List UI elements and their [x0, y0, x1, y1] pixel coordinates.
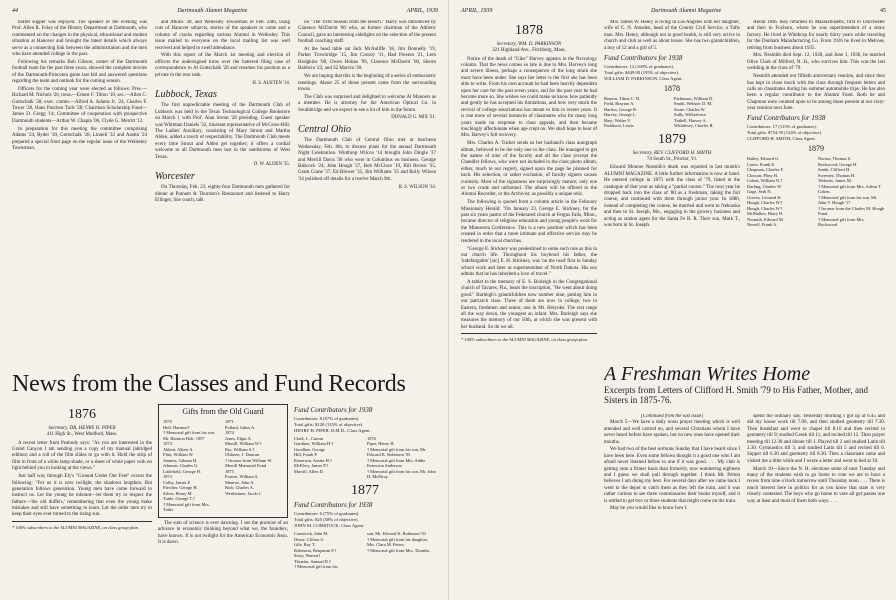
list-item: 1870: [163, 419, 172, 425]
list-item: † Memorial gift from his son, Mr. Harmon Holt, 1897: [163, 430, 215, 441]
class-address: 411 High St., West Medford, Mass.: [46, 432, 118, 438]
fund-agent: JOHN M. COMSTOCK, Class Agent.: [294, 523, 365, 529]
list-item: Sweeney, Thomas H.: [818, 172, 856, 178]
fund-agent: WILLIAM D. PARKINSON, Class Agent.: [604, 75, 683, 81]
page-number: 45: [879, 8, 886, 14]
list-item: † Memorial gift from Mrs. Arthur T. Cohen.: [818, 183, 882, 195]
list-item: 1874: [225, 430, 234, 436]
paragraph: A tablet to the memory of E. S. Burleigh in the Congregational church of Tavares, Fla., bears the inscription, "He went about doing good." Burleigh's grandchildren now number nine, putting him in our patriarch class. Three of them are now in college, two in Eastern, freshmen and senior, one in Mt. Holyoke. The rest range all the way down, the youngest an infant. Mrs. Burleigh says she treasures the memory of our 50th, at which she was present with her husband. So do we all.: [461, 279, 597, 330]
fund-agent: CLIFFORD H. SMITH, Class Agent.: [747, 136, 816, 142]
list-item: Johnson, Charles G.: [163, 463, 199, 469]
paragraph: on "The 1938 Season from the Bench." Harry was introduced by Clarence McDavitt '00 who, as former chairman of the Athletic Council, gave an interesting sidelights on the selection of the present football coaching staff.: [298, 20, 436, 45]
paragraph: Mrs. Charles A. Tucker sends us her husband's class autograph album, believed to be the only one in the class. He managed to get the names of nine of the faculty and all the class (except the Chandler fellows, who were not included in the class photo album, either, much to our regret), signed upon the page he planned for each. His selection, or rather exclusion, of faculty signers causes curiosity. Most of the signatures are surprisingly mature; only one or two crude and unformed. The album will be offered to the Alumni Recorder, or the Archivist, as possibly a unique relic.: [461, 141, 597, 198]
list-item: Smith, Clifford H.: [818, 167, 851, 173]
list-item: † Income from William W. Merrill Memorial Fund: [225, 457, 273, 469]
fund-1878-names: [604, 96, 740, 129]
article-subtitle: Excerpts from Letters of Clifford H. Smith '79 to His Father, Mother, and Sisters in 1875-76.: [604, 385, 868, 405]
divider: [461, 333, 597, 334]
list-item: Tuthell, Harvey A.: [674, 117, 707, 123]
names-col-a: [294, 436, 363, 480]
list-item: Rockwood, George H.: [818, 161, 858, 167]
paragraph: We are hoping that this is the beginning of a series of enthusiastic meetings. About 25 of those present came from the surrounding towns.: [298, 74, 436, 92]
list-item: Hough, Charles W.†: [747, 200, 783, 206]
list-item: Goodhue, George: [294, 446, 326, 452]
names-col-b: [818, 156, 885, 228]
list-item: Munroe, John A.: [225, 479, 255, 485]
continued-note: [Continued from the last issue]: [640, 414, 704, 419]
left-page-header: [12, 8, 438, 18]
list-item: Holt, Harmon†: [163, 424, 190, 430]
list-item: Robinson, Benjamin F.†: [294, 547, 337, 553]
signature: R. S. WILSON '34.: [398, 184, 436, 190]
list-item: Colby, James F.: [163, 479, 191, 485]
magazine-title: Dartmouth Alumni Magazine: [651, 8, 722, 14]
magazine-title: Dartmouth Alumni Magazine: [177, 8, 248, 14]
paragraph: The Dartmouth Club of Central Ohio met at luncheon Wednesday, Feb. 8th, to discuss plans for the annual Dartmouth Night Celebration. Winthrop Wilcox '14 brought John Dingle '37 and Merrill Davis '38 who were in Columbus on business. George Babcock '24, John Hough '27, Bob McClure '19, Bill Brown '35, Grant Crane '37, Ed Blower '35, Jim Williams '35 and Rolly Wilson '34 polished off details for a twelve March 9th.: [298, 138, 436, 182]
paragraph: "George E. Stickney was predestined to some such role as this in our church life. Throughout his boyhood his father, the 'indefatigable' [sic] E. H. Stickney, was 'on the road' first in Sunday school work and later as superintendent of North Dakota. His son admits that he has inherited a love of travel.": [461, 246, 597, 278]
list-item: 1873: [163, 441, 172, 447]
list-item: Silver, Henry M.: [163, 490, 193, 496]
list-item: Tuttle, George T.†: [163, 496, 196, 502]
list-item: Harlow, George R.: [604, 106, 638, 112]
paragraph: At the head table sat Jack McAuliffe '18, Jim Donnelly '19, Parker Trowbridge '15, Jim Conroy '11, Had Preston '21, Lem Hodgkins '00, Owen Hoban '99, Clarence McDavitt '00, Sherm Baldwin '23, and 32 Marvin '30.: [298, 47, 436, 72]
freshman-col-2: [747, 414, 885, 596]
list-item: † Memorial gift from his son, Mr. John H. McElroy.: [367, 468, 436, 480]
news-headline: [12, 372, 438, 402]
gifts-column: [158, 404, 288, 596]
paragraph: A recent letter from Peabody says: "As you are interested in the Grand Canyon I am sending you a copy of my manual (abridged edition) and a roll of the film slides to go with it. Hold the strip of film in front of a white lamp shade, or a sheet of white paper with no light behind you in looking at the views.": [12, 440, 152, 472]
list-item: Cohen, William N.†: [747, 178, 783, 184]
list-item: † Memorial gift from his son, Mr. Edward K. Robinson '03: [367, 446, 427, 458]
section-heading-lubbock: Lubbock, Texas: [155, 88, 217, 100]
fund-total: Total gifts: $120 (135% of objective).: [294, 421, 364, 427]
paragraph: The sum of science is ever dawning. I see the promise of an advance in economic thinking beyond what we, the founders, have known. It is not twilight for the American Economic Assn. It is dawn.: [158, 520, 288, 545]
fund-contributors: Contributors: 12 (100% of graduates).: [604, 63, 675, 69]
class-secretary: Secretary, REV. CLIFFORD H. SMITH: [632, 150, 712, 156]
paragraph: Nesmith attended our fiftieth anniversary reunion, and since then has kept in close touch with the class through frequent letters and calls on classmates during his summer automobile trips. He has also been a regular contributor to the Alumni Fund. Both he and Chapman were counted upon to be among those present at our sixty-year reunion next June.: [747, 74, 885, 112]
names-col-a: [294, 531, 363, 570]
issue-date: APRIL, 1939: [406, 8, 438, 14]
paragraph: Mrs. James W. Henry is living in Los Angeles with her daughter, wife of C. N. Amsden, head of the County Civil Service, a Tufts man. Mrs. Henry, although not in good health, is still very active in church and club as well as about house. She has two grandchildren, a boy of 12 and a girl of 5.: [604, 20, 740, 51]
list-item: McMullen, Harry H.: [747, 211, 784, 217]
list-item: Darling, Charles W.: [747, 183, 782, 189]
list-item: Forrest, William S.: [225, 474, 259, 480]
list-item: Graves, Leonard K.: [747, 194, 782, 200]
paragraph: In preparation for this meeting the committee comprising Adams '24, Ryder '30, Gottschalk '28, Linnell '32 and Austin '24 prepared a special front page on the regular issue of the Wellesley Townsman.: [12, 126, 147, 151]
list-item: † Memorial gift from his daughter, Mrs. Clara M. Peters.: [367, 536, 429, 548]
list-item: Hayt, Walter V.: [604, 117, 631, 123]
class-year-1877: 1877: [351, 482, 379, 498]
article-title: A Freshman Writes Home: [604, 364, 811, 385]
freshman-header: [604, 364, 885, 410]
list-item: 1875: [225, 468, 234, 474]
list-item: 1876: [367, 435, 376, 441]
fund-contributors: Contributors: 8 (67% of graduates).: [294, 415, 360, 421]
section-heading-worcester: Worcester: [155, 170, 195, 182]
fund-total: Total gifts: $754.59 (124% of objective).: [747, 130, 823, 136]
left-top-col-3: [298, 20, 436, 360]
fund-1877-names: [294, 531, 436, 570]
list-item: Comstock, John M.: [294, 531, 329, 537]
list-item: Story, Warren†: [294, 553, 321, 559]
fund-total: Total gifts: $25 (58% of objective).: [294, 517, 359, 523]
list-item: Kenerson, Austin H.†: [294, 457, 333, 463]
paragraph: The Club was surprised and delighted to welcome Al Manners as a member. He is attorney for the American Optical Co. in Southbridge and we expect to see a lot of him in the future.: [298, 94, 436, 113]
list-item: Abbott, Albert A.: [163, 446, 194, 452]
footnote: * 100% subscribers to the ALUMNI MAGAZINE, on class group plan.: [461, 337, 588, 343]
fund-title: Fund Contributors for 1938: [294, 501, 373, 510]
fund-1876-1877-column: [294, 404, 436, 596]
fund-contributors: Contributors: 6 (75% of graduates).: [294, 511, 360, 517]
paragraph: spend the ordinary day. Yesterday morning I got up at 6.45 and did my house work till 7.00, and then studied geometry till 7.30. Then breakfast and went to chapel till 8.10 and then recited in geometry till 9; studied Greek till 11, and recited till 12. Then prayer meeting till 12.30 and dinner till 1. Played till 2 and studied Latin till 2.30. Gymnastics till 3, and studied Latin till 5 and recited till 6. Supper till 6.30 and geometry till 8.30. Then a classmate came and visited me a little while and I wrote a letter and went to bed at 10.: [747, 414, 885, 464]
paragraph: May be you would like to know how I: [610, 506, 687, 512]
list-item: Gage, Seth N.: [747, 189, 772, 195]
fund-title: Fund Contributors for 1938: [747, 114, 826, 123]
class-1878-column: [461, 20, 597, 595]
paragraph: The following is quoted from a column article in the February Missionary Herald: "On January 23, George E. Stickney, for the past six years pastor of the Federated church at Fergus Falls, Minn., became director of religious education and young people's work for the Minnesota Conference. This is a new position which has been created in order that a more intimate and effective service may be rendered to the local churches.: [461, 200, 597, 244]
paragraph: Officers for the coming year were elected as follows: Pres.—Richard M. Nichols '26, treas.—Ernest F. Tilton '10, sec.—Allen C. Gottschalk '28; exec. comm.—Alfred A. Adams Jr. '24, Charles F. Tower '28, Hans Paschen Tuck '28; Chairman Scholarship Fund—James D. Gregg '14; Committee of cooperation with prospective Dartmouth students—Arthur W. Chapin '06, Clyde G. Merritt '12.: [12, 86, 147, 124]
paragraph: Edward Monroe Nesmith's death was reported in last month's ALUMNI MAGAZINE. A little further information is now at hand. He entered college in 1875 with the class of '79, listed in the catalogue of that year as taking a "partial course." The next year he dropped back into the class of '80 as a freshman, taking the full course, and continued with them through junior year. In 1880, instead of completing the course, he married and went to Nebraska and then to St. Joseph, Mo., engaging in the grocery business and acting as station agent for the Santa Fe R. R. Their son, Mark T., was born in St. Joseph.: [604, 165, 740, 228]
list-item: Piper, Henry H.: [367, 441, 395, 447]
list-item: † Memorial gift from Mrs. Addie Kenerson Anderson: [367, 457, 426, 469]
list-item: † Memorial gift from his son, Mr. John V. Hough '17.: [818, 194, 878, 206]
page-number: 44: [12, 8, 18, 14]
list-item: McElroy, James P.†: [294, 463, 329, 469]
paragraph: The first unpredictable meeting of the Dartmouth Club of Lubbock was held in the Texas Technological College Bookstore on March 1 with Prof. Alan Strout '28 presiding. Guest speaker was Whitman Daniels '32, itinerant representative of McGraw-Hill. The Ladies' Auxiliary, consisting of Mary Strout and Martha Alden, added a touch of respectability. The Dartmouth Club meets every time Strout and Alden get together; it offers a cordial welcome to all Dartmouth men lost in the sandstorms of West Texas.: [155, 103, 290, 160]
list-item: Bouton, Tilton C. H.: [604, 95, 641, 101]
list-item: Morrill, Allen D.: [294, 468, 324, 474]
list-item: Nesmith, Edward M.: [747, 216, 784, 222]
fund-title: Fund Contributors for 1938: [604, 53, 683, 62]
fund-agent: HENRY H. PIPER, D.M.D., Class Agent.: [294, 427, 371, 433]
list-item: Stone, Charles W.: [674, 106, 706, 112]
list-item: Fletcher, George H.: [163, 485, 198, 491]
list-item: Thombs, Samuel B.†: [294, 558, 332, 564]
class-address: 74 South St., Proctor, Vt.: [646, 157, 698, 163]
list-item: Dease, Clifton S.: [294, 536, 324, 542]
signature: D. W. ALDEN '35.: [253, 162, 290, 168]
fund-total: Total gifts: $449.00 (195% of objective).: [604, 69, 680, 75]
list-item: Hill, Frank P.: [294, 452, 318, 458]
names-col-b: [367, 531, 436, 570]
paragraph: With this report of the March 1st meeting and election of officers the undersigned turns over the battered filing case of correspondence to Al Gottschalk '28 and resumes his position as a private in the rear rank.: [155, 53, 290, 78]
class-address: 321 Highland Ave., Fitchburg, Mass.: [492, 48, 566, 54]
list-item: Littlefield, George H.: [163, 468, 201, 474]
gifts-list: [163, 419, 283, 513]
list-item: Field, Brayton A.: [604, 101, 635, 107]
freshman-col-1: [604, 414, 740, 596]
list-item: Rix, William S.†: [225, 446, 255, 452]
names-col-b: [674, 96, 740, 129]
right-col-2: [604, 20, 740, 360]
list-item: Pollard, Julius A.: [225, 424, 256, 430]
fund-title: Fund Contributors for 1938: [294, 406, 373, 414]
left-top-col-1: [12, 20, 147, 360]
left-top-col-2: [155, 20, 290, 360]
list-item: Smith, Webster D. M.: [674, 101, 713, 107]
list-item: † Memorial gift from his: [294, 564, 338, 570]
list-item: Carter, Frank E.: [747, 161, 776, 167]
signature: DONALD G. MIX '21.: [391, 115, 436, 121]
list-item: Gile, Ray T.: [294, 542, 316, 548]
signature: H. S. AUSTEN '14.: [252, 80, 290, 86]
footnote: * 100% subscribers to the ALUMNI MAGAZINE, on class group plan.: [12, 524, 139, 530]
list-item: † Income from the Charles M. Hough Fund.: [818, 205, 885, 217]
list-item: Sully, Wilberforce: [674, 112, 707, 118]
list-item: Hough, Charles W.†: [747, 205, 783, 211]
gifts-box: [158, 404, 288, 518]
list-item: Chapman, Charles F.: [747, 167, 784, 173]
names-col-a: [747, 156, 814, 228]
list-item: Merrill, William W.†: [225, 441, 262, 447]
list-item: Newell, Frank A.: [747, 222, 778, 228]
paragraph: We had two of the best sermons Sunday that I have heard since I have been here. Even some fellows thought it a good one who I am afraid never listened before to one if it was good. . . . My club is getting onto a firmer basis than formerly, now numbering eighteen and I guess we shall pull through together. I think Mr. Pelton believes I am doing my best. For several days after we came back I went to the depot to catch them as they left the train, and it was rather curious to see three commissaries their books myself, and it is settled to get two or three students that might come on the train.: [604, 447, 740, 504]
list-item: Gardiner, William H.†: [294, 441, 334, 447]
list-item: Harvey, George L.: [604, 112, 637, 118]
list-item: Bailey, Edward G.: [747, 156, 780, 162]
list-item: Whittlesey, Charles B.: [674, 123, 714, 129]
paragraph: buffet supper was enjoyed. The speaker of the evening was Prof. Allen R. Foley of the History Department at Dartmouth, who commented on the changes in the physical, educational and student situation at Hanover and brought the latest details which always serve as a connecting link between the administration and the men who have attended college in the past.: [12, 20, 147, 57]
list-item: Ulsheen, J. Duncan: [225, 452, 260, 458]
paragraph: March 5—We have a daily noon prayer meeting which is well attended and well carried on, and several Christians whom I have never heard before have spoken, but no new ones have opened their mouths.: [604, 420, 740, 445]
class-1876-column: [12, 404, 152, 596]
divider: [12, 521, 152, 522]
list-item: 1874: [163, 474, 172, 480]
class-secretary: Secretary, DR. HENRY H. PIPER: [48, 425, 116, 431]
list-item: Closson, Pliny H.: [747, 172, 778, 178]
fund-1876-names: [294, 436, 436, 480]
class-year-1879: 1879: [658, 131, 686, 147]
right-col-3: [747, 20, 885, 360]
list-item: † Memorial gift from Mrs. Thombs.: [367, 547, 431, 553]
fund-1879-names: [747, 156, 885, 228]
right-page: [448, 0, 896, 600]
issue-date: APRIL, 1939: [461, 8, 493, 14]
paragraph: and Atkins '28, and Wellesley Townsman of Feb. 24th, using cuts of Hanover subjects, stories of the speakers to come and a column of cracks regarding various Alumni in Wellesley. This issue mailed to everyone on the local mailing list was well received and helped to swell attendance.: [155, 20, 290, 51]
section-heading-central-ohio: Central Ohio: [298, 123, 352, 135]
paragraph: March 10—Since the N. H. elections some of next Tuesday and many of the students wish to go home to vote we are to have a recess from nine o'clock tomorrow until Thursday noon. . . . There is much interest here in politics for as you know that state is very closely contested. The boys who go home to vote all get passes one way at least and most of them both ways. . . .: [747, 466, 885, 504]
names-col-a: [604, 96, 670, 129]
news-title: News from the Classes and Fund Records: [12, 372, 406, 397]
gifts-title: Gifts from the Old Guard: [182, 407, 264, 416]
fund-year-1878: 1878: [664, 83, 680, 93]
list-item: Flint, William W.: [163, 452, 194, 458]
class-year-1876: 1876: [68, 407, 96, 422]
list-item: 1871: [225, 419, 234, 425]
list-item: † Memorial gift from Mrs. Tuttle: [163, 501, 210, 513]
list-item: Parkinson, William D.: [674, 95, 714, 101]
paragraph: About 1885 they returned to Massachusetts, first to Dorchester and then to Foxboro, where he was superintendent of a straw factory. He lived in Winthrop for nearly thirty years while traveling for the Dunham Manufacturing Co. From 1926 he lived in Melrose, retiring from business about 1935.: [747, 20, 885, 51]
paragraph: On Thursday, Feb. 23, eighty-four Dartmouth men gathered for dinner at Putnam & Thurston's Restaurant and listened to Harry Ellinger, line coach, talk: [155, 185, 290, 204]
names-col-b: [367, 436, 436, 480]
list-item: son, Mr. Edward K. Robinson '03: [367, 531, 426, 537]
class-secretary: Secretary, WM. D. PARKINSON: [496, 41, 562, 47]
list-item: Jenness, Gilman H.: [163, 457, 198, 463]
list-item: Clark, L. Curran: [294, 435, 324, 441]
gifts-list-col-a: [163, 419, 221, 513]
list-item: Rich, Charles A.: [225, 485, 255, 491]
fund-contributors: Contributors: 17 (115% of graduates).: [747, 124, 817, 130]
right-page-header: [461, 8, 886, 18]
list-item: Wertheimer, Jacob J.: [225, 490, 262, 496]
paragraph: Notice of the death of "Gike" Harvey appears in the Necrology column. That the news comes so late is due to Mrs. Harvey's long and severe illness, perhaps a consequence of the long strain she must have been under. She says her letter is the first she has been able to write. From his own account he had been heavily dependent upon her care for the past seven years, and for the past year he had become more so. She wishes we could make us know how patiently and gently he has accepted his limitations, and how very much the revival of college associations has meant to him in recent years. It is one more of several instances of classmates who for many long years made no response to class appeals, and then became touchingly affectionate when age crept on. We shall hope to hear of Mrs. Harvey's full recovery.: [461, 56, 597, 139]
list-item: Jones, Elgin A.: [225, 435, 252, 441]
gifts-list-col-b: [225, 419, 283, 513]
list-item: † Memorial gift from Mrs. Rockwood.: [818, 216, 865, 228]
paragraph: Mrs. Nesmith died Sept. 12, 1928, and June 1, 1936, he married Olive Clark of Milford, N. H., who survives him. This was the last wedding in the class of '79.: [747, 53, 885, 72]
class-year-1878: 1878: [515, 23, 543, 38]
list-item: Norton, Thomas S.: [818, 156, 852, 162]
fund-year-1879: 1879: [808, 144, 824, 154]
paragraph: Following his remarks Bob Gibson, center of the Dartmouth football team for the past three years, showed the complete movies of the Dartmouth-Princeton game last fall and answered questions regarding the team and outlook for the coming season.: [12, 59, 147, 85]
paragraph: Just half way through Ely's "Ground Under Our Feet" occurs the following: "For us it is now twilight, the shadows lengthen. But generation follows generation. Young men have come forward to instruct us. Let the young be tolerant—let them try to respect the fathers—'the old duffers,' remembering that even the young make mistakes and still have something to learn. Let the older men try to keep their eyes ever turned to the rising sun.: [12, 474, 152, 518]
list-item: Tebbetts, James M.: [818, 178, 852, 184]
list-item: Parkhurst, Lewis: [604, 123, 634, 129]
